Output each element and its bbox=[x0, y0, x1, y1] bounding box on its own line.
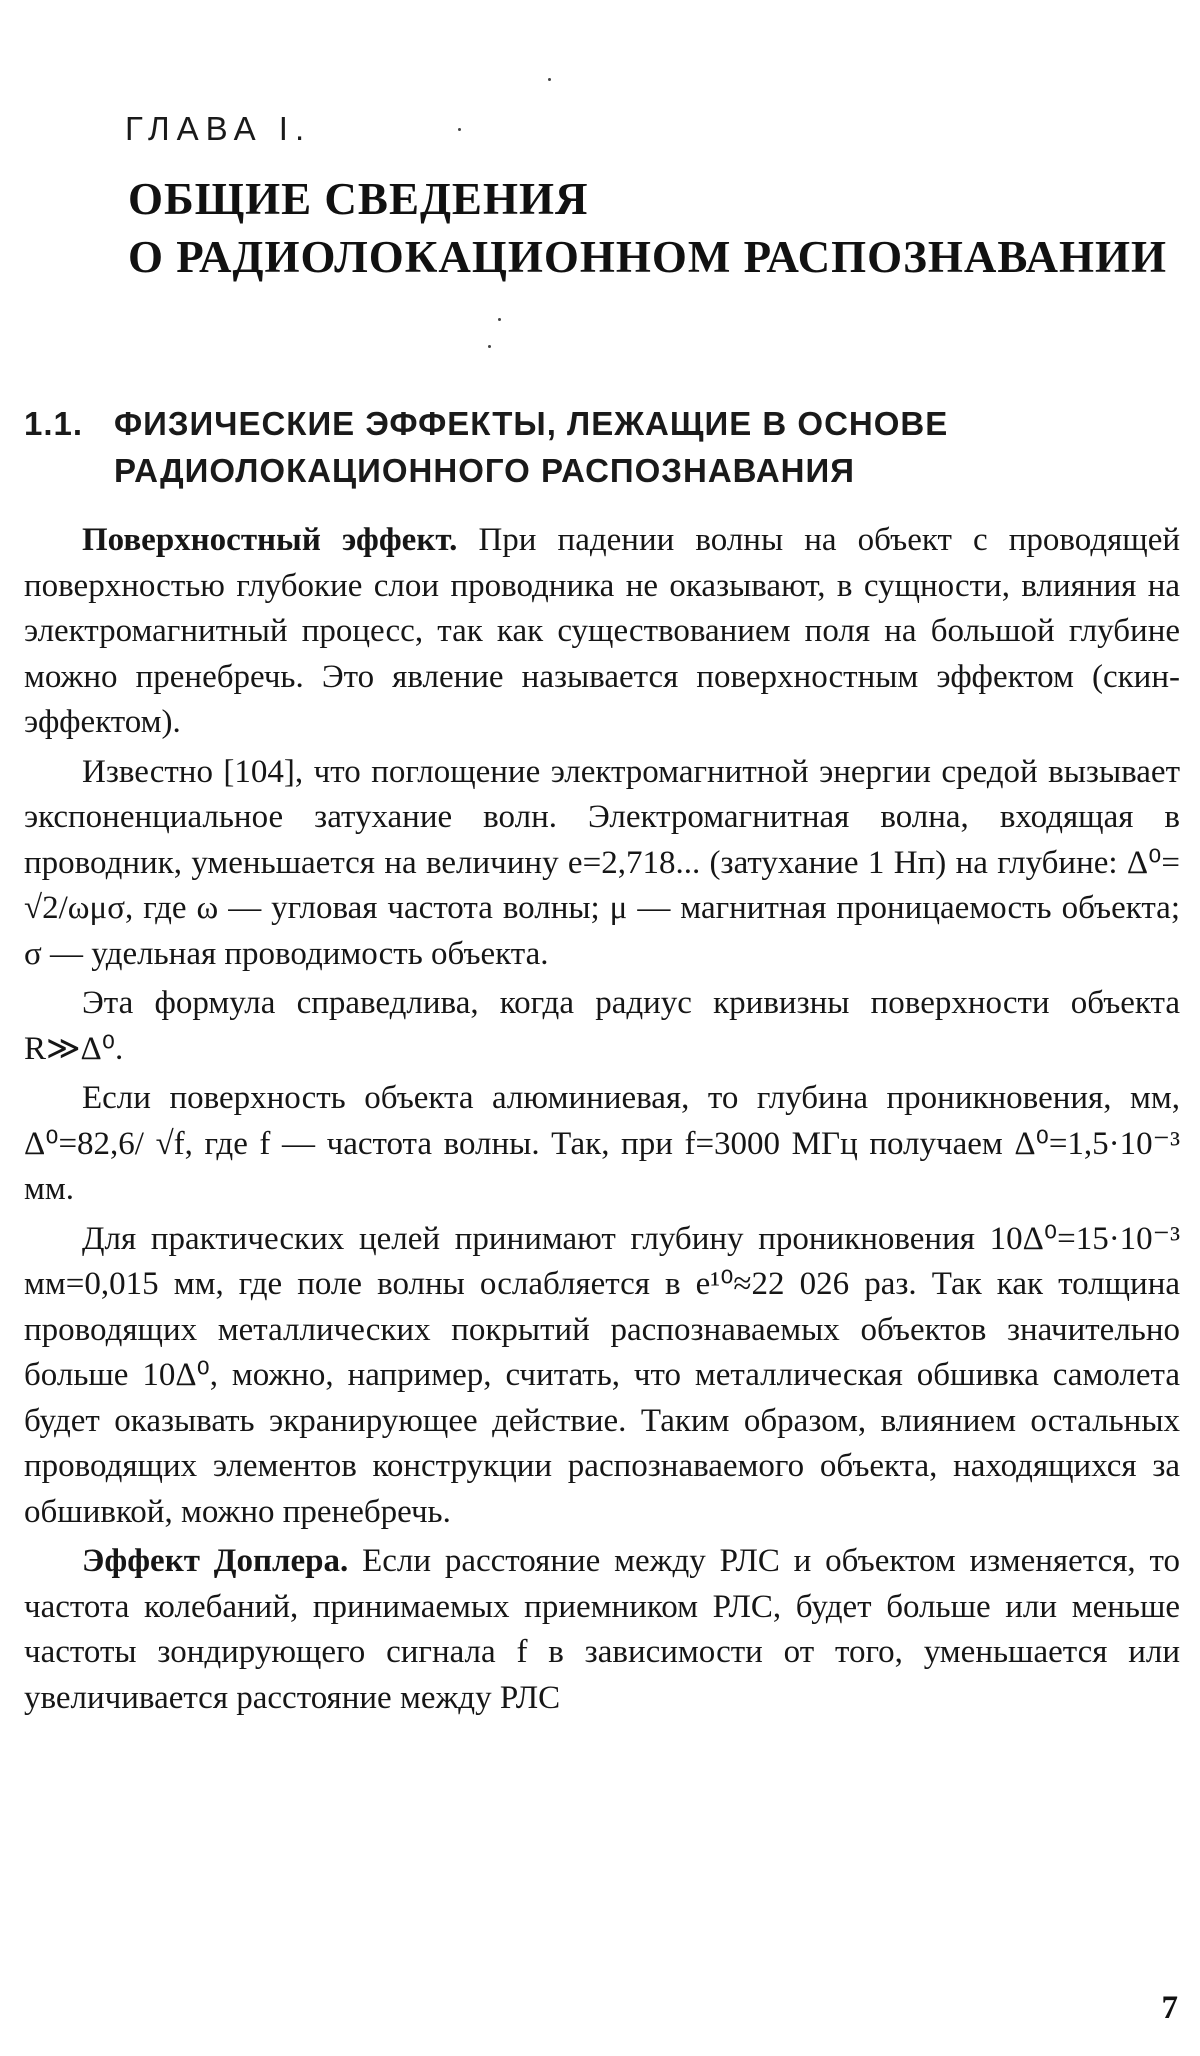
paragraph-surface-effect bbox=[24, 518, 1180, 746]
paragraph-doppler-effect bbox=[24, 1539, 1180, 1721]
term-doppler-effect: Эффект Доплера. bbox=[82, 1543, 349, 1579]
term-surface-effect: Поверхностный эффект. bbox=[82, 522, 458, 558]
section-title-line2: РАДИОЛОКАЦИОННОГО РАСПОЗНАВАНИЯ bbox=[114, 452, 855, 489]
scan-speck bbox=[498, 318, 501, 321]
paragraph-aluminium: Если поверхность объекта алюминиевая, то глубина проникновения, мм, Δ⁰=82,6/ √f, где f — частота волны. Так, при f=3000 МГц получаем Δ⁰=1,5·10⁻³ мм. bbox=[24, 1080, 1180, 1207]
page-number: 7 bbox=[1161, 1990, 1178, 2026]
section-heading bbox=[24, 400, 1174, 494]
scan-speck bbox=[548, 78, 551, 81]
scan-speck bbox=[488, 345, 491, 348]
section-number: 1.1. bbox=[24, 405, 84, 442]
chapter-title bbox=[128, 170, 1188, 286]
chapter-title-line2: О РАДИОЛОКАЦИОННОМ РАСПОЗНАВАНИИ bbox=[128, 232, 1168, 282]
paragraph-text: При падении волны на объект с проводящей поверхностью глубокие слои проводника не оказывают, в сущности, влияния на электромагнитный процесс, так как существованием поля на большой глубине можно пренебречь. Это явление называется поверхностным эффектом (скин-эффектом). bbox=[24, 522, 1181, 740]
paragraph-formula-validity: Эта формула справедлива, когда радиус кривизны поверхности объекта R≫Δ⁰. bbox=[24, 985, 1180, 1067]
section-title-line1: ФИЗИЧЕСКИЕ ЭФФЕКТЫ, ЛЕЖАЩИЕ В ОСНОВЕ bbox=[114, 405, 949, 442]
scan-speck bbox=[458, 128, 461, 131]
body-text bbox=[24, 518, 1180, 1725]
chapter-title-line1: ОБЩИЕ СВЕДЕНИЯ bbox=[128, 174, 589, 224]
chapter-label: ГЛАВА I. bbox=[125, 110, 312, 147]
paragraph-text: Если расстояние между РЛС и объектом изменяется, то частота колебаний, принимаемых приемником РЛС, будет больше или меньше частоты зондирующего сигнала f в зависимости от того, уменьшается или увеличивается расстояние между РЛС bbox=[24, 1543, 1180, 1716]
paragraph-absorption: Известно [104], что поглощение электромагнитной энергии средой вызывает экспоненциальное затухание волн. Электромагнитная волна, входящая в проводник, уменьшается на величину e=2,718... (затухание 1 Нп) на глубине: Δ⁰= √2/ωμσ, где ω — угловая частота волны; μ — магнитная проницаемость объекта; σ — удельная проводимость объекта. bbox=[24, 753, 1180, 972]
paragraph-practical-depth: Для практических целей принимают глубину проникновения 10Δ⁰=15·10⁻³ мм=0,015 мм, где поле волны ослабляется в e¹⁰≈22 026 раз. Так как толщина проводящих металлических покрытий распознаваемых объектов значительно больше 10Δ⁰, можно, например, считать, что металлическая обшивка самолета будет оказывать экранирующее действие. Таким образом, влиянием остальных проводящих элементов конструкции распознаваемого объекта, находящихся за обшивкой, можно пренебречь. bbox=[24, 1220, 1180, 1530]
